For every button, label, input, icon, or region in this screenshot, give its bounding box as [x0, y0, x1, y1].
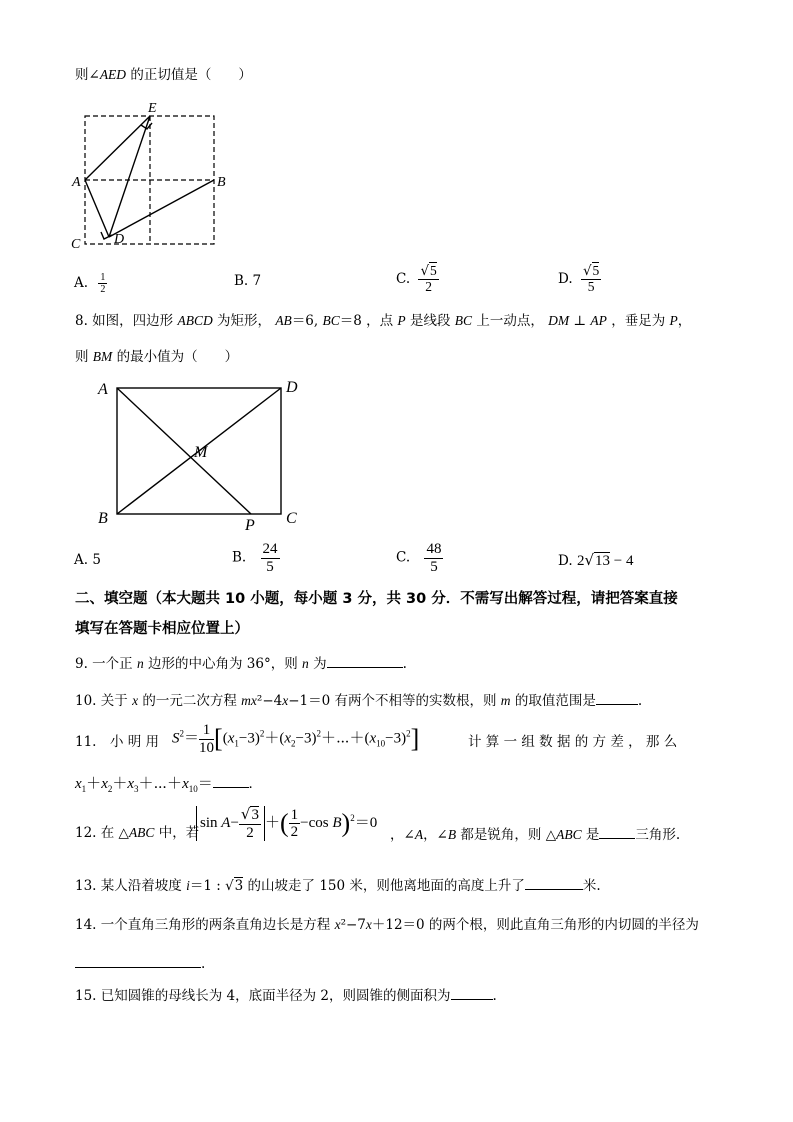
q7-label-B: B: [217, 175, 226, 190]
q14-line1: 14. 一个直角三角形的两条直角边长是方程 x²−7x＋12＝0 的两个根，则此直角三角形的内切圆的半径为: [75, 917, 699, 933]
q7-option-b[interactable]: B. 7: [234, 273, 262, 289]
q7-label-A: A: [72, 175, 81, 190]
q11-line2: $x_1+x_2+x_3+\cdots+x_{10}=$ .: [75, 776, 253, 794]
q7-option-d[interactable]: D. $\frac{√5}{5}$: [558, 263, 600, 294]
q8-label-D: D: [286, 379, 298, 396]
q12-prefix: 12. 在 △ABC 中，若: [75, 825, 200, 841]
q9: 9. 一个正 n 边形的中心角为 36°，则 n 为 .: [75, 656, 407, 672]
q7-figure: [68, 98, 228, 250]
q7-option-a[interactable]: A. $\frac{1}{2}$: [74, 272, 106, 295]
q12-suffix: ，∠A，∠B 都是锐角，则 △ABC 是 三角形.: [390, 827, 681, 843]
q7-option-c[interactable]: C. $\frac{√5}{2}$: [396, 263, 437, 294]
q8-label-C: C: [286, 510, 297, 527]
q8-label-P: P: [245, 517, 255, 534]
q12-formula: sin A− $\frac{√3}{2}$ ＋( $\frac{1}{2}$ −cos B)$^2$＝0: [196, 806, 377, 841]
q8-figure: [90, 374, 315, 534]
q8-option-d[interactable]: D. 2√13 − 4: [558, 551, 634, 569]
q8-option-b[interactable]: B. $\frac{24}{5}$: [232, 541, 278, 575]
q15: 15. 已知圆锥的母线长为 4，底面半径为 2，则圆锥的侧面积为 .: [75, 988, 497, 1004]
section2-title-line2: 填写在答题卡相应位置上）: [75, 621, 249, 637]
q8-option-a[interactable]: A. 5: [74, 552, 101, 568]
q8-label-B: B: [98, 510, 108, 527]
q8-label-M: M: [194, 444, 208, 461]
q11-formula: $S^2=$ $\frac{1}{10}$ $[(x_1-3)^2+(x_2-3)^2+\cdots+(x_{10}-3)^2]$: [172, 722, 420, 756]
q11-suffix: 计 算 一 组 数 据 的 方 差 ， 那 么: [468, 734, 678, 750]
q8-label-A: A: [98, 381, 108, 398]
q7-stem: 则∠AED 的正切值是（ ）: [75, 67, 252, 83]
q8-line1: 8. 如图，四边形 ABCD 为矩形， AB＝6, BC＝8 ，点 P 是线段 BC 上一动点， DM ⊥ AP ，垂足为 P，: [75, 313, 692, 329]
q11-prefix: 11. 小 明 用: [75, 734, 160, 750]
q8-line2: 则 BM 的最小值为（ ）: [75, 349, 239, 365]
q7-label-C: C: [71, 237, 81, 250]
q7-label-E: E: [148, 101, 157, 116]
q8-option-c[interactable]: C. $\frac{48}{5}$: [396, 541, 442, 575]
q7-label-D: D: [114, 232, 125, 247]
section2-title-line1: 二、填空题（本大题共 10 小题，每小题 3 分，共 30 分．不需写出解答过程，请把答案直接: [75, 591, 678, 607]
q14-line2: .: [75, 955, 205, 972]
q13: 13. 某人沿着坡度 i＝1 : √3 的山坡走了 150 米，则他离地面的高度上升了 米.: [75, 878, 601, 894]
q10: 10. 关于 x 的一元二次方程 mx²−4x−1＝0 有两个不相等的实数根，则 m 的取值范围是 .: [75, 693, 643, 709]
